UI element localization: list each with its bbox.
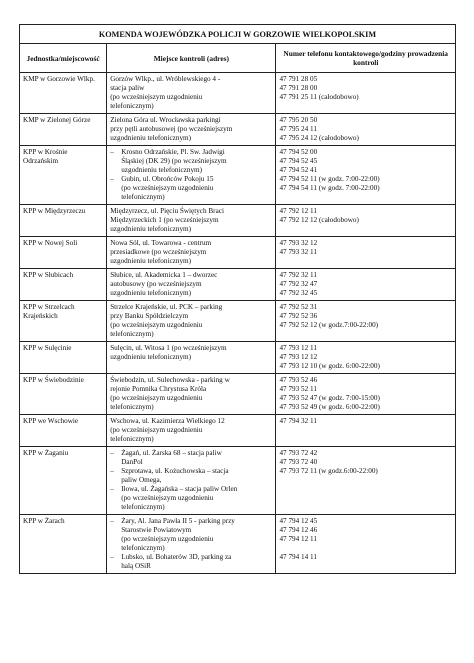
place-cell bbox=[107, 515, 276, 574]
header-unit: Jednostka/miejscowość bbox=[20, 44, 107, 73]
place-line: paliw Omega, bbox=[121, 476, 162, 484]
place-line: rejonie Pomnika Chrystusa Króla bbox=[110, 385, 207, 393]
unit-cell: KPP w Sulęcinie bbox=[20, 342, 107, 374]
phone-number: 47 793 52 47 (w godz. 7:00-15:00) bbox=[279, 394, 380, 402]
unit-cell: KPP w Nowej Soli bbox=[20, 237, 107, 269]
place-line: Słubice, ul. Akademicka 1 – dworzec bbox=[110, 271, 218, 279]
phone-cell bbox=[276, 146, 456, 205]
place-line: uzgodnieniu telefonicznym) bbox=[110, 353, 192, 361]
phone-number: 47 794 52 41 bbox=[279, 166, 318, 174]
place-line: (po wcześniejszym uzgodnieniu bbox=[110, 321, 203, 329]
phone-number: 47 794 12 11 bbox=[279, 535, 317, 543]
place-line: telefonicznym) bbox=[110, 435, 154, 443]
place-line: Wschowa, ul. Kazimierza Wielkiego 12 bbox=[110, 417, 225, 425]
place-cell bbox=[107, 447, 276, 515]
phone-number: 47 795 20 50 bbox=[279, 116, 318, 124]
unit-cell: KPP we Wschowie bbox=[20, 415, 107, 447]
place-line: (po wcześniejszym uzgodnieniu bbox=[110, 93, 203, 101]
place-item: – Szprotawa, ul. Kożuchowska – stacja bbox=[110, 467, 272, 476]
unit-cell: KPP w Żarach bbox=[20, 515, 107, 574]
place-line: Starostwie Powiatowym bbox=[121, 526, 192, 534]
place-item: – Gubin, ul. Obrońców Pokoju 15 bbox=[110, 175, 272, 184]
place-line: uzgodnieniu telefonicznym) bbox=[121, 166, 203, 174]
place-line: telefonicznym) bbox=[110, 403, 154, 411]
phone-number: 47 792 12 11 bbox=[279, 207, 317, 215]
phone-number: 47 793 32 12 bbox=[279, 239, 318, 247]
phone-number: 47 794 52 11 (w godz. 7:00-22:00) bbox=[279, 175, 380, 183]
table-row bbox=[20, 447, 456, 515]
place-line: Strzelce Krajeńskie, ul. PCK – parking bbox=[110, 303, 223, 311]
unit-cell: KPP w Słubicach bbox=[20, 269, 107, 301]
place-line: (po wcześniejszym uzgodnieniu bbox=[110, 426, 203, 434]
phone-number: 47 792 32 45 bbox=[279, 289, 318, 297]
phone-number: 47 792 52 31 bbox=[279, 303, 318, 311]
phone-number: 47 793 52 11 bbox=[279, 385, 317, 393]
place-item: – Żagań, ul. Żarska 68 – stacja paliw bbox=[110, 449, 272, 458]
phone-cell bbox=[276, 374, 456, 415]
phone-number: 47 794 54 11 (w godz. 7:00-22:00) bbox=[279, 184, 380, 192]
place-cell bbox=[107, 205, 276, 237]
place-line: (po wcześniejszym uzgodnieniu bbox=[121, 184, 214, 192]
unit-cell: KPP w Krośnie Odrzańskim bbox=[20, 146, 107, 205]
place-line: Gorzów Wlkp., ul. Wróblewskiego 4 - bbox=[110, 75, 221, 83]
unit-cell: KPP w Żaganiu bbox=[20, 447, 107, 515]
place-cell bbox=[107, 415, 276, 447]
place-line: uzgodnieniu telefonicznym) bbox=[110, 134, 192, 142]
table-row bbox=[20, 342, 456, 374]
phone-number: 47 794 32 11 bbox=[279, 417, 317, 425]
table-row bbox=[20, 415, 456, 447]
phone-number: 47 794 12 46 bbox=[279, 526, 318, 534]
phone-number: 47 794 14 11 bbox=[279, 553, 317, 561]
place-line: uzgodnieniu telefonicznym) bbox=[110, 225, 192, 233]
unit-cell: KPP w Świebodzinie bbox=[20, 374, 107, 415]
phone-number bbox=[279, 544, 452, 553]
place-item: – Żary, Al. Jana Pawła II 5 - parking przy bbox=[110, 517, 272, 526]
phone-number: 47 793 12 12 bbox=[279, 353, 318, 361]
phone-cell bbox=[276, 301, 456, 342]
place-line: uzgodnieniu telefonicznym) bbox=[110, 257, 192, 265]
phone-cell bbox=[276, 114, 456, 146]
phone-number: 47 793 72 40 bbox=[279, 458, 318, 466]
phone-cell bbox=[276, 415, 456, 447]
table-row bbox=[20, 73, 456, 114]
place-cell bbox=[107, 146, 276, 205]
table-body bbox=[20, 73, 456, 574]
phone-number: 47 793 52 46 bbox=[279, 376, 318, 384]
phone-number: 47 792 52 36 bbox=[279, 312, 318, 320]
phone-number: 47 793 72 11 (w godz.6:00-22:00) bbox=[279, 467, 378, 475]
place-cell bbox=[107, 342, 276, 374]
phone-number: 47 792 52 12 (w godz.7:00-22:00) bbox=[279, 321, 379, 329]
phone-cell bbox=[276, 237, 456, 269]
header-place: Miejsce kontroli (adres) bbox=[107, 44, 276, 73]
place-line: uzgodnieniu telefonicznym) bbox=[110, 289, 192, 297]
phone-cell bbox=[276, 73, 456, 114]
unit-cell: KPP w Międzyrzeczu bbox=[20, 205, 107, 237]
phone-cell bbox=[276, 342, 456, 374]
place-line: (po wcześniejszym uzgodnieniu bbox=[110, 394, 203, 402]
unit-cell: KMP w Gorzowie Wlkp. bbox=[20, 73, 107, 114]
unit-cell: KMP w Zielonej Górze bbox=[20, 114, 107, 146]
place-line: telefonicznym) bbox=[121, 544, 165, 552]
place-line: telefonicznym) bbox=[110, 330, 154, 338]
header-phone: Numer telefonu kontaktowego/godziny prowadzenia kontroli bbox=[276, 44, 456, 73]
phone-number: 47 793 72 42 bbox=[279, 449, 318, 457]
place-line: Nowa Sól, ul. Towarowa - centrum bbox=[110, 239, 212, 247]
phone-number: 47 791 25 11 (całodobowo) bbox=[279, 93, 359, 101]
place-line: stacja paliw bbox=[110, 84, 145, 92]
table-row bbox=[20, 515, 456, 574]
phone-cell bbox=[276, 515, 456, 574]
table-title: KOMENDA WOJEWÓDZKA POLICJI W GORZOWIE WIELKOPOLSKIM bbox=[20, 25, 456, 44]
place-line: Sulęcin, ul. Witosa 1 (po wcześniejszym bbox=[110, 344, 227, 352]
place-line: Świebodzin, ul. Sulechowska - parking w bbox=[110, 376, 230, 384]
phone-number: 47 793 52 49 (w godz. 6:00-22:00) bbox=[279, 403, 380, 411]
place-line: telefonicznym) bbox=[110, 102, 154, 110]
place-line: przesiadkowe (po wcześniejszym bbox=[110, 248, 207, 256]
phone-number: 47 795 24 12 (całodobowo) bbox=[279, 134, 359, 142]
phone-cell bbox=[276, 269, 456, 301]
place-line: halą OSiR bbox=[121, 562, 151, 570]
place-cell bbox=[107, 301, 276, 342]
place-cell bbox=[107, 237, 276, 269]
place-line: (po wcześniejszym uzgodnieniu bbox=[121, 535, 214, 543]
phone-number: 47 793 12 11 bbox=[279, 344, 317, 352]
table-row bbox=[20, 374, 456, 415]
place-line: Zielona Góra ul. Wrocławska parkingi bbox=[110, 116, 221, 124]
table-row bbox=[20, 146, 456, 205]
unit-cell: KPP w Strzelcach Krajeńskich bbox=[20, 301, 107, 342]
place-line: Śląskiej (DK 29) (po wcześniejszym bbox=[121, 157, 227, 165]
phone-number: 47 794 52 45 bbox=[279, 157, 318, 165]
phone-number: 47 795 24 11 bbox=[279, 125, 317, 133]
checkpoint-table bbox=[19, 24, 456, 574]
place-item: – Lubsko, ul. Bohaterów 3D, parking za bbox=[110, 553, 272, 562]
place-cell bbox=[107, 73, 276, 114]
phone-number: 47 792 32 47 bbox=[279, 280, 318, 288]
phone-number: 47 794 52 00 bbox=[279, 148, 318, 156]
phone-cell bbox=[276, 205, 456, 237]
place-cell bbox=[107, 114, 276, 146]
phone-number: 47 794 12 45 bbox=[279, 517, 318, 525]
place-line: przy pętli autobusowej (po wcześniejszym bbox=[110, 125, 233, 133]
place-line: DanPol bbox=[121, 458, 143, 466]
place-line: Międzyrzeckich 1 (po wcześniejszym bbox=[110, 216, 219, 224]
place-line: autobusowy (po wcześniejszym bbox=[110, 280, 202, 288]
place-item: – Iłowa, ul. Żagańska – stacja paliw Orlen bbox=[110, 485, 272, 494]
table-row bbox=[20, 237, 456, 269]
place-line: Międzyrzecz, ul. Pięciu Świętych Braci bbox=[110, 207, 224, 215]
table-row bbox=[20, 301, 456, 342]
place-item: – Krosno Odrzańskie, Pl. Sw. Jadwigi bbox=[110, 148, 272, 157]
phone-number: 47 793 12 10 (w godz. 6:00-22:00) bbox=[279, 362, 380, 370]
place-line: telefonicznym) bbox=[121, 503, 165, 511]
phone-cell bbox=[276, 447, 456, 515]
place-line: telefonicznym) bbox=[121, 193, 165, 201]
table-row bbox=[20, 205, 456, 237]
phone-number: 47 792 32 11 bbox=[279, 271, 317, 279]
place-line: (po wcześniejszym uzgodnieniu bbox=[121, 494, 214, 502]
place-cell bbox=[107, 269, 276, 301]
table-row bbox=[20, 114, 456, 146]
phone-number: 47 791 28 05 bbox=[279, 75, 318, 83]
phone-number: 47 792 12 12 (całodobowo) bbox=[279, 216, 359, 224]
phone-number: 47 793 32 11 bbox=[279, 248, 317, 256]
table-row bbox=[20, 269, 456, 301]
phone-number: 47 791 28 00 bbox=[279, 84, 318, 92]
place-cell bbox=[107, 374, 276, 415]
place-line: przy Banku Spółdzielczym bbox=[110, 312, 189, 320]
